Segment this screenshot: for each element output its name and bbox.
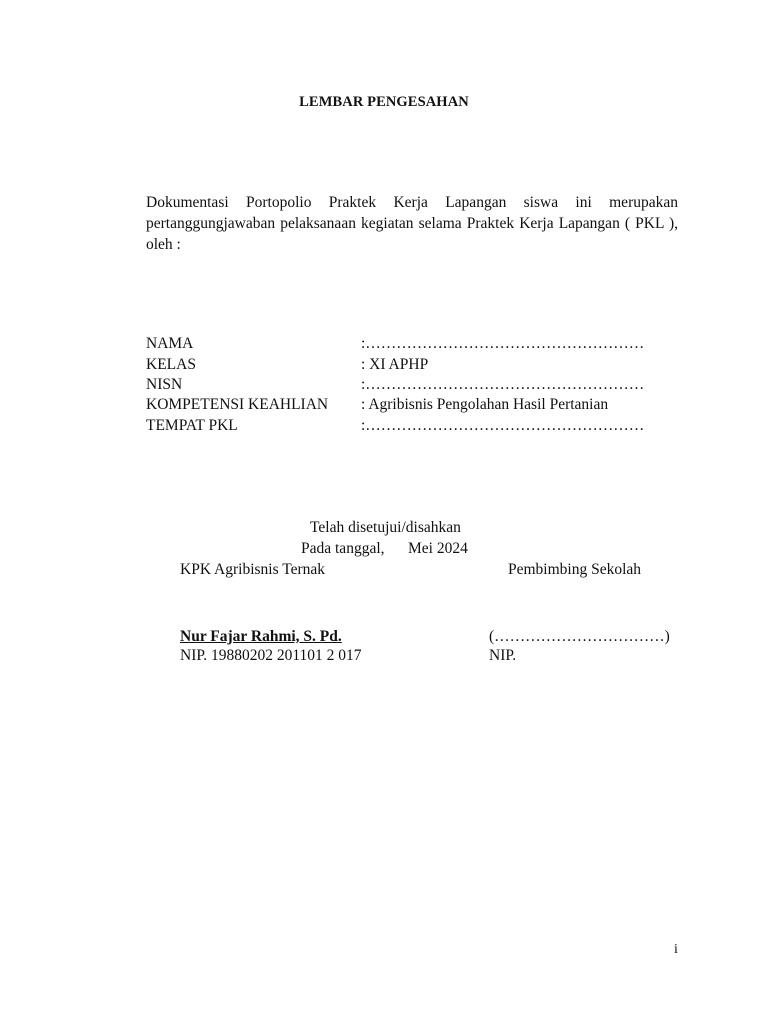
field-label-tempat: TEMPAT PKL <box>146 417 238 434</box>
date-value: Mei 2024 <box>408 540 468 557</box>
right-signatory-nip: NIP. <box>489 647 517 664</box>
document-title: LEMBAR PENGESAHAN <box>299 94 469 110</box>
field-label-nisn: NISN <box>146 376 183 393</box>
field-value-nama: :……………………………………………… <box>361 335 645 352</box>
right-signatory-name: (……………………………) <box>489 628 670 645</box>
intro-line-1: Dokumentasi Portopolio Praktek Kerja Lapangan siswa ini merupakan <box>146 194 678 211</box>
left-signatory-name: Nur Fajar Rahmi, S. Pd. <box>180 628 342 645</box>
intro-line-2: pertanggungjawaban pelaksanaan kegiatan selama Praktek Kerja Lapangan ( PKL ), <box>146 215 678 232</box>
field-value-tempat: :……………………………………………… <box>361 417 645 434</box>
field-value-nisn: :……………………………………………… <box>361 376 645 393</box>
date-label: Pada tanggal, <box>301 540 385 557</box>
approved-text: Telah disetujui/disahkan <box>310 519 461 536</box>
right-signatory-title: Pembimbing Sekolah <box>508 561 642 578</box>
left-signatory-title: KPK Agribisnis Ternak <box>180 561 326 578</box>
page-number: i <box>674 942 678 957</box>
field-value-kelas: : XI APHP <box>361 356 429 373</box>
left-signatory-nip: NIP. 19880202 201101 2 017 <box>180 647 362 664</box>
field-label-nama: NAMA <box>146 335 194 352</box>
field-label-kelas: KELAS <box>146 356 196 373</box>
field-label-kompetensi: KOMPETENSI KEAHLIAN <box>146 396 329 413</box>
field-value-kompetensi: : Agribisnis Pengolahan Hasil Pertanian <box>361 396 609 413</box>
intro-line-3: oleh : <box>146 236 181 253</box>
intro-paragraph <box>146 192 678 255</box>
